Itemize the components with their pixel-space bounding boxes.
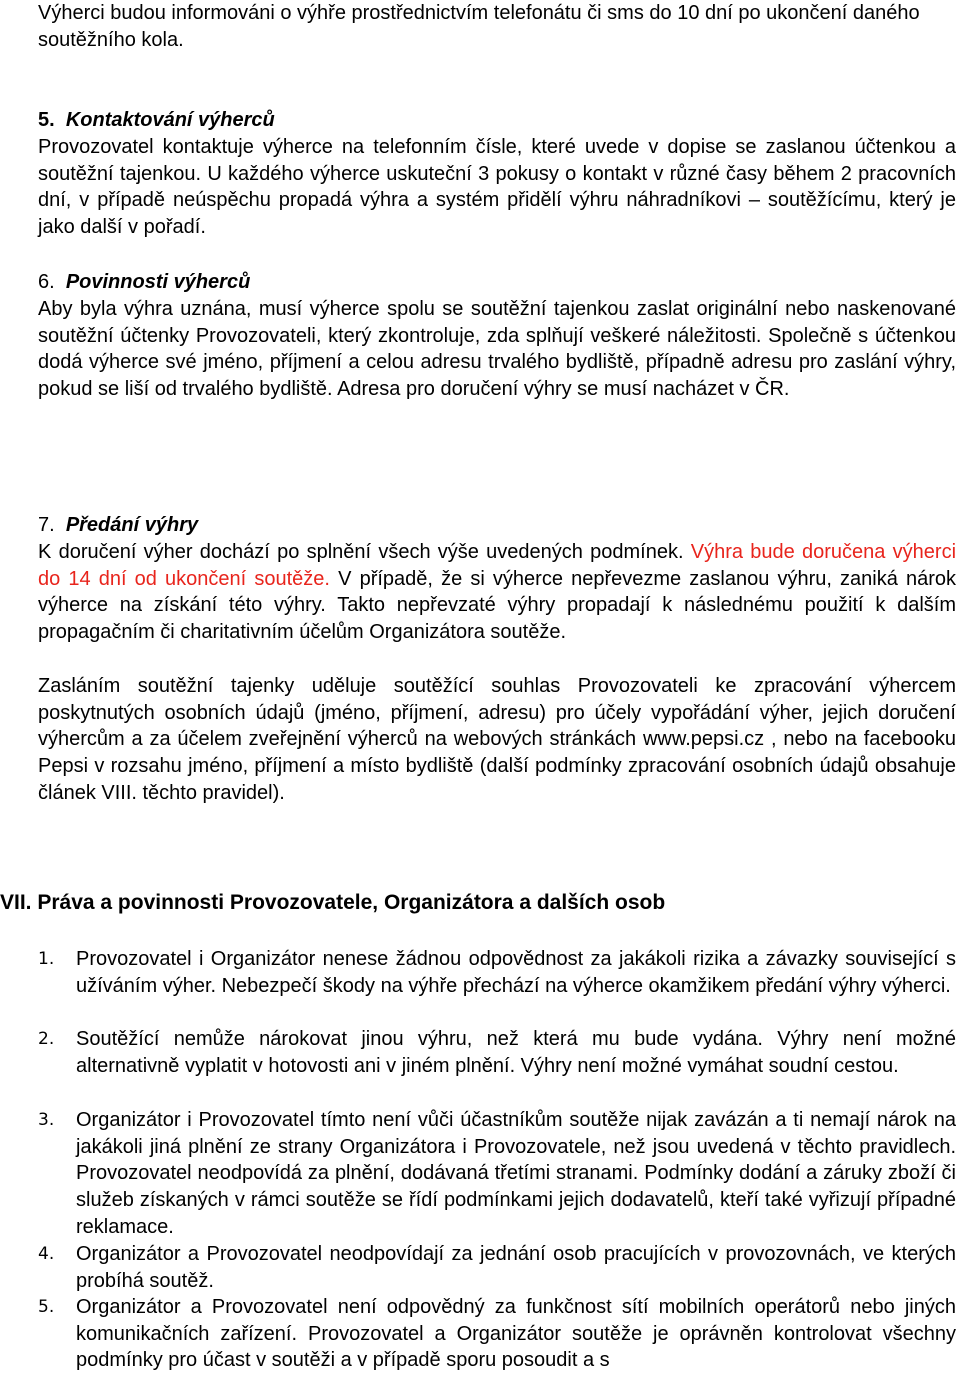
section-6-body <box>38 296 956 403</box>
section-6-title: Povinnosti výherců <box>65 271 251 293</box>
section-5-title: Kontaktování výherců <box>65 109 275 131</box>
list-item-number: 2. <box>38 1029 55 1049</box>
section-7-heading <box>38 512 956 539</box>
list-item <box>38 1026 956 1079</box>
section-5-text: Provozovatel kontaktuje výherce na telefonním čísle, které uvede v dopise se zaslanou účtenkou a soutěžní tajenkou. U každého výherce uskuteční 3 pokusy o kontakt v různé časy během 2 pracovních dní, v případě neúspěchu propadá výhra a systém přidělí výhru náhradníkovi – soutěžícímu, který je jako další v pořadí. <box>38 136 956 239</box>
list-item-text: Soutěžící nemůže nárokovat jinou výhru, než která mu bude vydána. Výhry není možné alternativně vyplatit v hotovosti ani v jiném plnění. Výhry není možné vymáhat soudní cestou. <box>76 1028 956 1077</box>
list-item-number: 1. <box>38 949 55 969</box>
list-item <box>38 1294 956 1374</box>
section-5-body <box>38 134 956 241</box>
list-item-text: Organizátor a Provozovatel není odpovědný za funkčnost sítí mobilních operátorů nebo jiných komunikačních zařízení. Provozovatel a Organizátor soutěže je oprávněn kontrolovat všechny podmínky pro účast v soutěži a v případě sporu posoudit a s <box>76 1296 956 1372</box>
section-5-heading <box>38 107 956 134</box>
list-item-text: Organizátor i Provozovatel tímto není vůči účastníkům soutěže nijak zavázán a ti nemají nárok na jakákoli jiná plnění ze strany Organizátora i Provozovatele, než jsou uvedená v těchto pravidlech. Provozovatel neodpovídá za plnění, dodávaná třetími stranami. Podmínky dodání a záruky zboží či služeb získaných v rámci soutěže se řídí podmínkami jejich dodavatelů, kteří také vyřizují případné reklamace. <box>76 1109 956 1238</box>
section-7-number: 7. <box>38 514 55 536</box>
list-item-number: 4. <box>38 1244 55 1264</box>
section-6-number: 6. <box>38 271 55 293</box>
list-item <box>38 1107 956 1241</box>
chapter-vii-title: VII. Práva a povinnosti Provozovatele, Organizátora a dalších osob <box>0 891 666 914</box>
consent-paragraph <box>38 673 956 807</box>
section-6-text: Aby byla výhra uznána, musí výherce spolu se soutěžní tajenkou zaslat originální nebo naskenované soutěžní účtenky Provozovateli, který zkontroluje, zda splňují veškeré náležitosti. Společně s účtenkou dodá výherce své jméno, příjmení a celou adresu trvalého bydliště, případně adresu pro zaslání výhry, pokud se liší od trvalého bydliště. Adresa pro doručení výhry se musí nacházet v ČR. <box>38 298 956 401</box>
list-item <box>38 1241 956 1294</box>
consent-text: Zasláním soutěžní tajenky uděluje soutěžící souhlas Provozovateli ke zpracování výhercem poskytnutých osobních údajů (jméno, příjmení, adresu) pro účely vypořádání výher, jejich doručení výhercům a za účelem zveřejnění výherců na webových stránkách www.pepsi.cz , nebo na facebooku Pepsi v rozsahu jméno, příjmení a místo bydliště (další podmínky zpracování osobních údajů obsahuje článek VIII. těchto pravidel). <box>38 675 956 804</box>
list-item <box>38 946 956 999</box>
section-7-body <box>38 539 956 646</box>
section-6-heading <box>38 269 956 296</box>
intro-paragraph <box>38 0 956 53</box>
list-item-text: Provozovatel i Organizátor nenese žádnou odpovědnost za jakákoli rizika a závazky související s užíváním výher. Nebezpečí škody na výhře přechází na výherce okamžikem předání výhry výherci. <box>76 948 956 997</box>
list-item-number: 3. <box>38 1110 55 1130</box>
section-7-text-b: V případě, že si výherce nepřevezme zaslanou výhru, zaniká nárok výherce na získání této výhry. Takto nepřevzaté výhry propadají k následnému použití k dalším propagačním či charitativním účelům Organizátora soutěže. <box>38 567 957 644</box>
section-7-text-a: K doručení výher dochází po splnění všech výše uvedených podmínek. <box>38 541 684 563</box>
list-item-number: 5. <box>38 1297 55 1317</box>
section-7-title: Předání výhry <box>65 514 199 536</box>
intro-text: Výherci budou informováni o výhře prostřednictvím telefonátu či sms do 10 dní po ukončení daného soutěžního kola. <box>38 2 920 51</box>
section-5-number: 5. <box>38 109 55 131</box>
list-item-text: Organizátor a Provozovatel neodpovídají za jednání osob pracujících v provozovnách, ve kterých probíhá soutěž. <box>76 1243 956 1292</box>
section-7-highlight: Výhra bude doručena výherci do 14 dní od ukončení soutěže. <box>38 541 957 590</box>
